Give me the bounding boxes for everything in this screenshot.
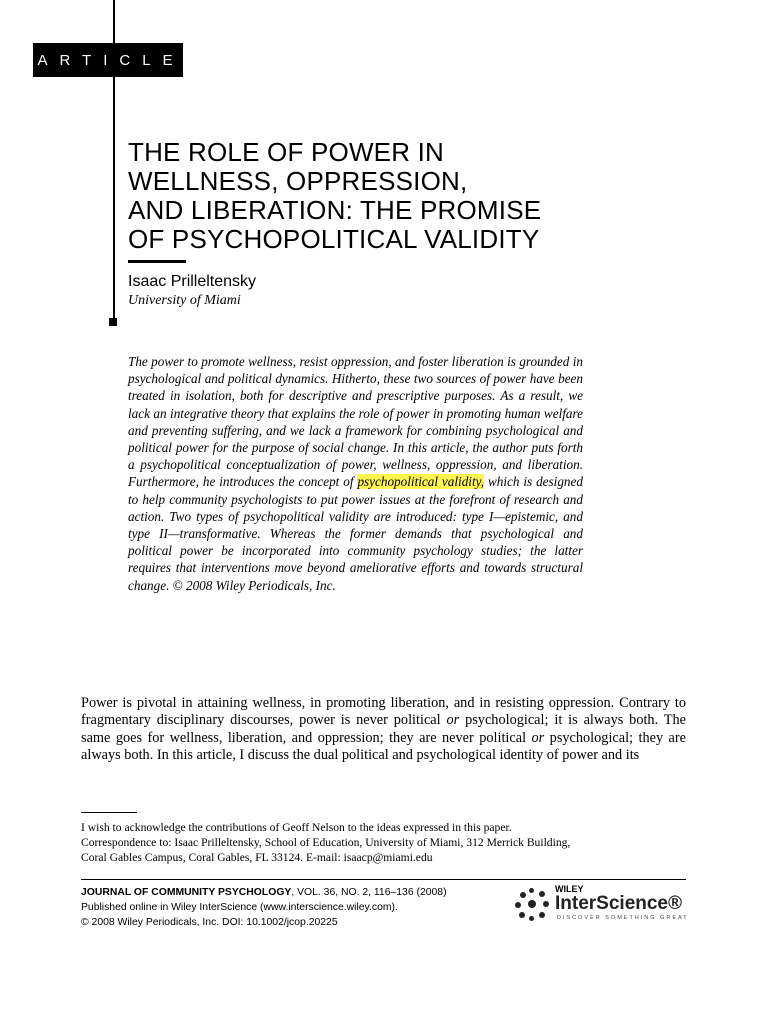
title-line: AND LIBERATION: THE PROMISE	[128, 195, 542, 225]
body-paragraph	[81, 695, 686, 765]
body-emphasis: or	[446, 712, 460, 729]
journal-details: , VOL. 36, NO. 2, 116–136 (2008)	[291, 887, 447, 898]
journal-info	[81, 885, 501, 930]
journal-name: JOURNAL OF COMMUNITY PSYCHOLOGY	[81, 887, 292, 898]
title-line: WELLNESS, OPPRESSION,	[128, 166, 468, 196]
body-text: Power is pivotal in attaining wellness, in promoting liberation, and in resisting oppression. Contrary to fragmentary disciplinary discourses, power is never political	[81, 695, 686, 729]
body-text: psychological; it is always both. The same goes for wellness, liberation, and oppression; they are never political	[81, 712, 687, 746]
title-line: THE ROLE OF POWER IN	[128, 137, 445, 167]
body-emphasis: or	[531, 729, 545, 746]
footnote-correspondence: Coral Gables Campus, Coral Gables, FL 33124. E-mail: isaacp@miami.edu	[81, 851, 433, 864]
journal-published: Published online in Wiley InterScience (www.interscience.wiley.com).	[81, 902, 398, 913]
logo-dots-icon	[515, 888, 549, 922]
footer-rule	[81, 879, 686, 880]
logo-wiley-text: WILEY	[555, 884, 584, 894]
article-title	[128, 138, 648, 254]
journal-copyright: © 2008 Wiley Periodicals, Inc. DOI: 10.1002/jcop.20225	[81, 917, 338, 928]
author-name: Isaac Prilleltensky	[128, 273, 257, 290]
article-label: ARTICLE	[33, 43, 183, 77]
logo-interscience-text: InterScience®	[555, 893, 682, 914]
title-underline	[128, 260, 186, 263]
logo-tagline: DISCOVER SOMETHING GREAT	[557, 915, 689, 921]
footnotes	[81, 820, 686, 865]
wiley-interscience-logo	[515, 884, 690, 924]
author-affiliation: University of Miami	[128, 293, 241, 308]
body-text: psychological; they are always both. In this article, I discuss the dual political and psychological identity of power and its	[81, 729, 687, 764]
footnote-rule	[81, 812, 137, 813]
footnote-acknowledgment: I wish to acknowledge the contributions of Geoff Nelson to the ideas expressed in this paper.	[81, 821, 512, 834]
abstract-text: The power to promote wellness, resist oppression, and foster liberation is grounded in psychological and political dynamics. Hitherto, these two sources of power have been treated in isolation, both for descriptive and prescriptive purposes. As a result, we lack an integrative theory that explains the role of power in promoting human welfare and preventing suffering, and we lack a framework for combining psychological and political power for the purpose of social change. In this article, the author puts forth a psychopolitical conceptualization of power, wellness, oppression, and liberation. Furthermore, he introduces the concept of	[128, 354, 583, 490]
margin-rule-end-marker	[109, 318, 117, 326]
abstract-text: which is designed to help community psychologists to put power issues at the forefront of research and action. Two types of psychopolitical validity are introduced: type I—epistemic, and type II—transformative. Whereas the former demands that psychological and political power be incorporated into community psychology studies; the latter requires that interventions move beyond ameliorative efforts and towards structural change. © 2008 Wiley Periodicals, Inc.	[128, 474, 583, 593]
title-line: OF PSYCHOPOLITICAL VALIDITY	[128, 224, 540, 254]
abstract	[128, 353, 583, 594]
footnote-correspondence: Correspondence to: Isaac Prilleltensky, School of Education, University of Miami, 312 Merrick Building,	[81, 836, 571, 849]
abstract-highlighted-term: psychopolitical validity,	[357, 474, 485, 490]
